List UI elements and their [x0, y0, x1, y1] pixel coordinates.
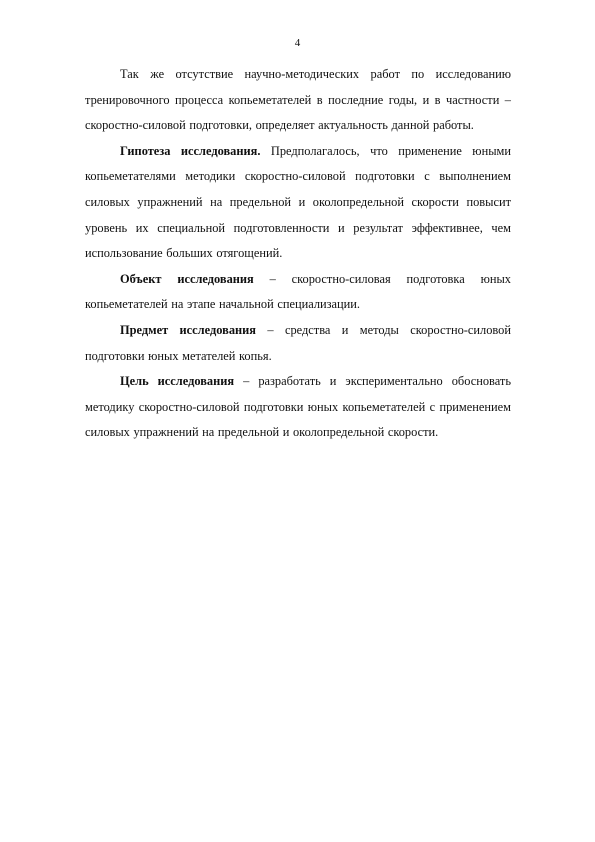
- paragraph-text: – средства и методы скоростно-силовой подготовки юных метателей копья.: [85, 322, 511, 363]
- paragraph-text: – разработать и экспериментально обосновать методику скоростно-силовой подготовки юных копьеметателей с применением силовых упражнений на предельной и околопредельной скорости.: [85, 374, 511, 440]
- paragraph-text: Так же отсутствие научно-методических работ по исследованию тренировочного процесса копьеметателей в последние годы, и в частности – скоростно-силовой подготовки, определяет актуальность данной работы.: [85, 67, 511, 133]
- paragraph-text: Предполагалось, что применение юными копьеметателями методики скоростно-силовой подготовки с выполнением силовых упражнений на предельной и околопредельной скорости повысит уровень их специальной подготовленности и результат эффективнее, чем использование больших отягощений.: [85, 143, 511, 261]
- document-body: [85, 62, 511, 446]
- paragraph-goal: [85, 369, 511, 446]
- paragraph-term: Предмет исследования: [120, 322, 256, 337]
- paragraph-term: Объект исследования: [120, 271, 254, 286]
- paragraph-term: Гипотеза исследования.: [120, 143, 261, 158]
- paragraph-text: – скоростно-силовая подготовка юных копьеметателей на этапе начальной специализации.: [85, 271, 511, 312]
- paragraph-hypothesis: [85, 139, 511, 267]
- paragraph-term: Цель исследования: [120, 374, 235, 389]
- paragraph-object: [85, 267, 511, 318]
- paragraph-subject: [85, 318, 511, 369]
- page-number: 4: [294, 37, 301, 49]
- paragraph-relevance: [85, 62, 511, 139]
